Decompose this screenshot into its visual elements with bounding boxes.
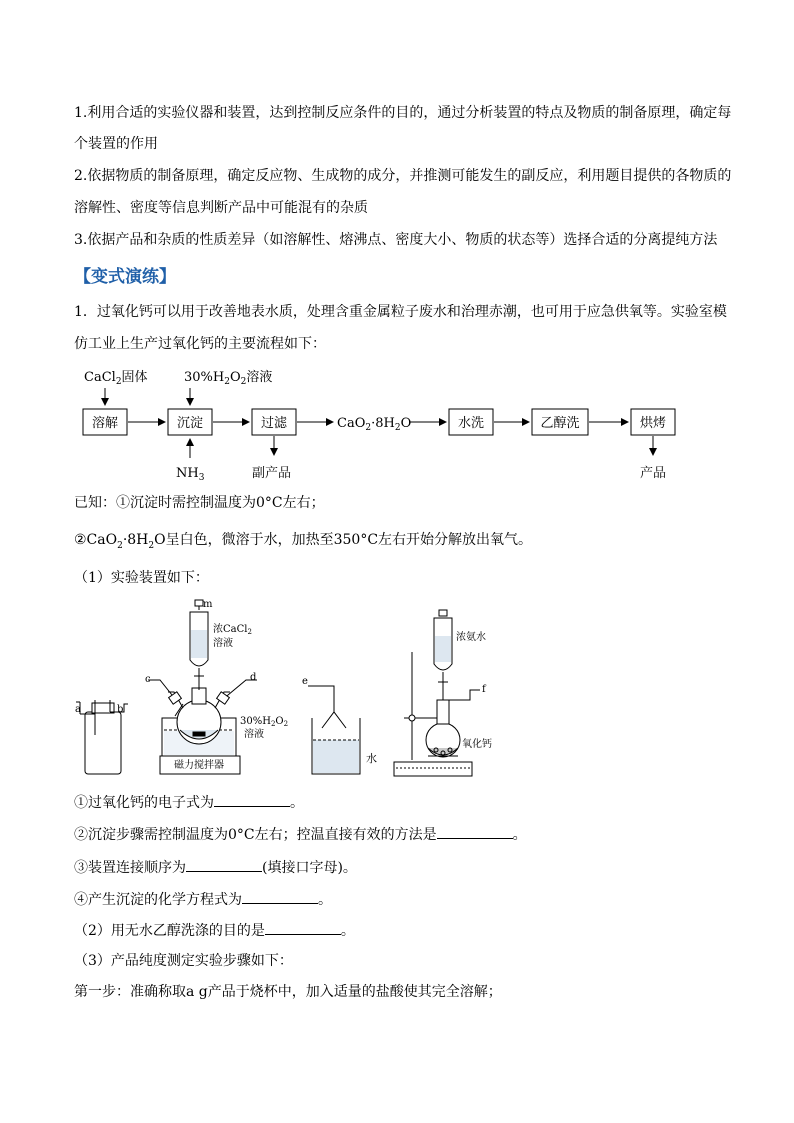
h2o2-flask-label: $30\%H_2O_2$ bbox=[240, 716, 289, 728]
cacl2-solution-label: 溶液 bbox=[213, 638, 233, 649]
box-filter-label: 过滤 bbox=[260, 416, 288, 431]
label-f: f bbox=[482, 684, 486, 695]
intro-line-5: 3.依据产品和杂质的性质差异（如溶解性、熔沸点、密度大小、物质的状态等）选择合适的分离提纯方法 bbox=[74, 232, 718, 248]
part2: （2）用无水乙醇洗涤的目的是 。 bbox=[74, 920, 355, 941]
label-m: m bbox=[203, 599, 213, 610]
question-line-2: 仿工业上生产过氧化钙的主要流程如下： bbox=[74, 336, 326, 352]
box-bake-label: 烘烤 bbox=[639, 416, 667, 431]
water-label: 水 bbox=[366, 752, 377, 765]
input-cacl2-label: CaCl$_2$固体 bbox=[84, 370, 148, 387]
section-heading: 【变式演练】 bbox=[74, 267, 176, 287]
known-line-1: 已知：①沉淀时需控制温度为0°C左右； bbox=[74, 495, 325, 511]
question-line-1: 1．过氧化钙可以用于改善地表水质，处理含重金属粒子废水和治理赤潮，也可用于应急供氧等。实验室模 bbox=[74, 304, 727, 320]
box-precipitate-label: 沉淀 bbox=[176, 416, 204, 431]
label-e: e bbox=[302, 676, 308, 687]
product-label: 产品 bbox=[640, 466, 667, 481]
subq-3: ③装置连接顺序为 (填接口字母)。 bbox=[74, 857, 357, 878]
answer-blank-5[interactable] bbox=[265, 920, 341, 935]
apparatus-diagram bbox=[0, 590, 794, 785]
nh3-label: $NH_3$ bbox=[176, 466, 205, 483]
input-h2o2-label: $30\%H_2O_2$溶液 bbox=[184, 370, 273, 387]
subq-4: ④产生沉淀的化学方程式为 。 bbox=[74, 889, 332, 910]
box-dissolve-label: 溶解 bbox=[91, 416, 119, 431]
intermediate-label: $CaO_2\cdot 8H_2O$ bbox=[337, 416, 412, 433]
process-flow-diagram bbox=[0, 360, 794, 485]
label-b: b bbox=[117, 704, 124, 715]
intro-line-4: 溶解性、密度等信息判断产品中可能混有的杂质 bbox=[74, 200, 368, 216]
part3-step1: 第一步：准确称取a g产品于烧杯中，加入适量的盐酸使其完全溶解； bbox=[74, 984, 502, 1000]
stirrer-label: 磁力搅拌器 bbox=[174, 760, 224, 771]
beaker-with-funnel bbox=[308, 686, 360, 774]
cacl2-label: 浓CaCl$_2$ bbox=[213, 624, 252, 636]
box-ethanol-wash-label: 乙醇洗 bbox=[540, 416, 580, 431]
answer-blank-2[interactable] bbox=[437, 824, 513, 839]
intro-line-3: 2.依据物质的制备原理，确定反应物、生成物的成分，并推测可能发生的副反应，利用题目提供的各物质的 bbox=[74, 168, 732, 184]
part3: （3）产品纯度测定实验步骤如下： bbox=[74, 953, 293, 969]
answer-blank-4[interactable] bbox=[242, 889, 318, 904]
ammonia-label: 浓氨水 bbox=[456, 632, 486, 643]
byproduct-label: 副产品 bbox=[252, 466, 292, 481]
intro-line-2: 个装置的作用 bbox=[74, 136, 158, 152]
h2o2-solution-label: 溶液 bbox=[244, 729, 264, 740]
label-c-flask: c bbox=[145, 674, 151, 685]
subq-2: ②沉淀步骤需控制温度为0°C左右；控温直接有效的方法是 。 bbox=[74, 824, 527, 845]
answer-blank-1[interactable] bbox=[214, 792, 290, 807]
label-d: d bbox=[250, 672, 257, 683]
cao-label: 氧化钙 bbox=[462, 739, 492, 750]
known-line-2: $②CaO_2\cdot 8H_2O$呈白色，微溶于水，加热至350°C左右开始分解放出氧气。 bbox=[74, 532, 533, 551]
box-water-wash-label: 水洗 bbox=[457, 416, 485, 431]
subq-1: ①过氧化钙的电子式为 。 bbox=[74, 792, 304, 813]
answer-blank-3[interactable] bbox=[186, 857, 262, 872]
label-a: a bbox=[75, 704, 81, 715]
part1-title: （1）实验装置如下： bbox=[74, 570, 209, 586]
intro-line-1: 1.利用合适的实验仪器和装置，达到控制反应条件的目的，通过分析装置的特点及物质的制备原理，确定每 bbox=[74, 105, 732, 121]
